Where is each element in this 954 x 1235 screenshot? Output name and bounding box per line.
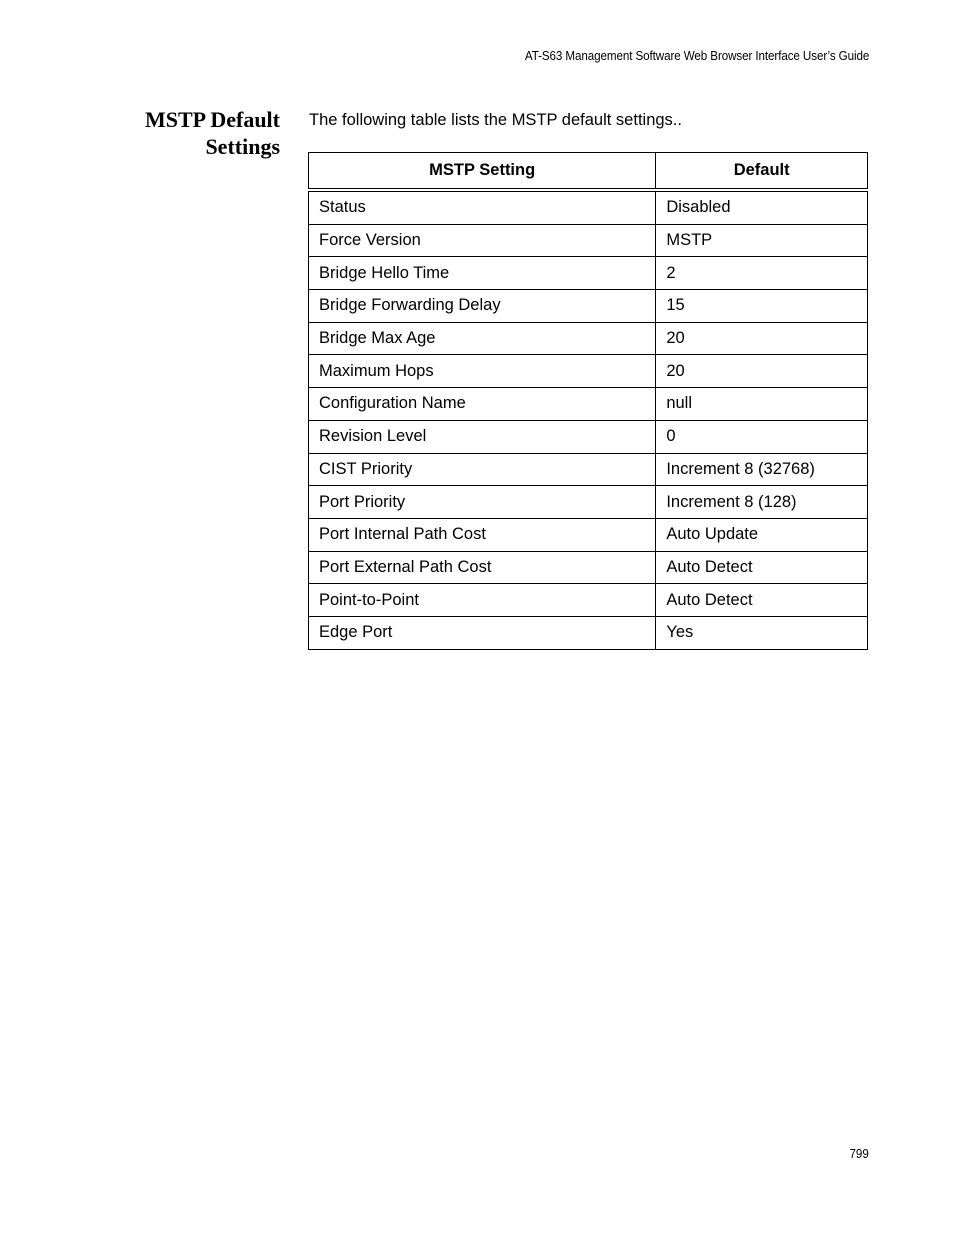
setting-name-cell: Force Version: [309, 224, 656, 257]
setting-name-cell: Edge Port: [309, 616, 656, 649]
table-row: [309, 190, 868, 224]
table-header-row: [309, 153, 868, 191]
column-header-setting: MSTP Setting: [309, 153, 656, 191]
default-value-cell: Yes: [656, 616, 868, 649]
setting-name-cell: Revision Level: [309, 420, 656, 453]
table-row: [309, 420, 868, 453]
running-header: AT-S63 Management Software Web Browser Interface User’s Guide: [524, 49, 869, 63]
setting-name-cell: Status: [309, 190, 656, 224]
default-value-cell: Auto Update: [656, 518, 868, 551]
default-value-cell: 0: [656, 420, 868, 453]
table-row: [309, 453, 868, 486]
setting-name-cell: Maximum Hops: [309, 355, 656, 388]
section-heading-line-1: MSTP Default: [144, 107, 280, 132]
setting-name-cell: Port External Path Cost: [309, 551, 656, 584]
table-row: [309, 388, 868, 421]
default-value-cell: Increment 8 (32768): [656, 453, 868, 486]
default-value-cell: Auto Detect: [656, 551, 868, 584]
section-heading-line-2: Settings: [205, 134, 280, 159]
table-row: [309, 584, 868, 617]
default-value-cell: Increment 8 (128): [656, 486, 868, 519]
table-row: [309, 322, 868, 355]
table-row: [309, 290, 868, 323]
intro-paragraph: The following table lists the MSTP default settings..: [309, 111, 682, 129]
default-value-cell: 15: [656, 290, 868, 323]
table-row: [309, 616, 868, 649]
default-value-cell: Auto Detect: [656, 584, 868, 617]
default-value-cell: MSTP: [656, 224, 868, 257]
default-value-cell: Disabled: [656, 190, 868, 224]
setting-name-cell: Configuration Name: [309, 388, 656, 421]
table-row: [309, 486, 868, 519]
default-value-cell: 2: [656, 257, 868, 290]
table-row: [309, 257, 868, 290]
setting-name-cell: Bridge Hello Time: [309, 257, 656, 290]
table-body: [309, 190, 868, 649]
default-value-cell: null: [656, 388, 868, 421]
section-heading: [80, 106, 280, 160]
table-row: [309, 518, 868, 551]
default-value-cell: 20: [656, 322, 868, 355]
setting-name-cell: Bridge Max Age: [309, 322, 656, 355]
table-row: [309, 355, 868, 388]
table-row: [309, 224, 868, 257]
page-number: 799: [849, 1147, 869, 1161]
table-row: [309, 551, 868, 584]
mstp-defaults-table: [308, 152, 868, 650]
setting-name-cell: CIST Priority: [309, 453, 656, 486]
setting-name-cell: Port Priority: [309, 486, 656, 519]
setting-name-cell: Point-to-Point: [309, 584, 656, 617]
setting-name-cell: Bridge Forwarding Delay: [309, 290, 656, 323]
setting-name-cell: Port Internal Path Cost: [309, 518, 656, 551]
default-value-cell: 20: [656, 355, 868, 388]
column-header-default: Default: [656, 153, 868, 191]
